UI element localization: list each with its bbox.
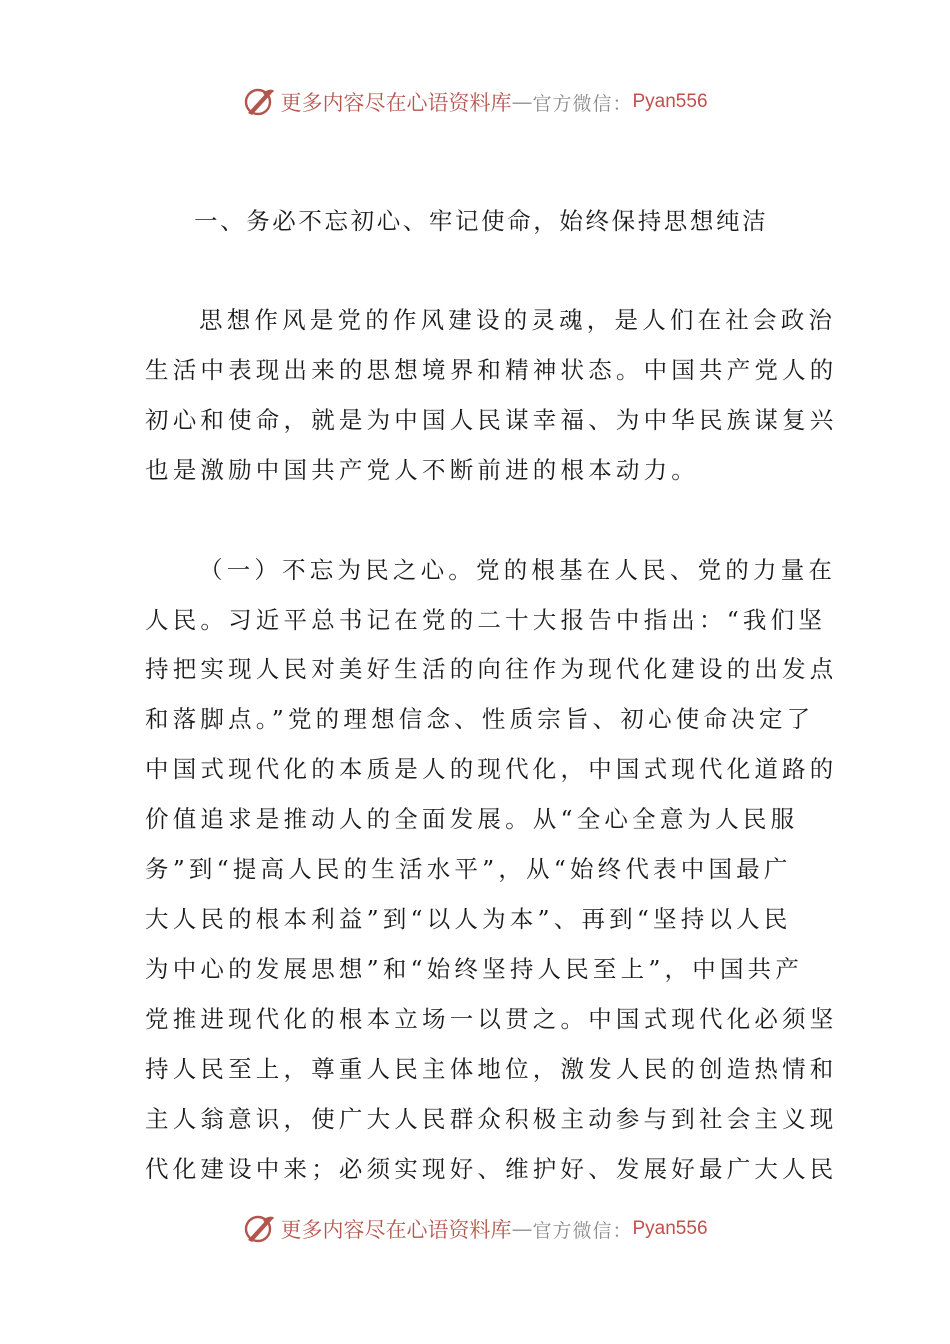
text-line: 思想作风是党的作风建设的灵魂，是人们在社会政治 [199,306,837,334]
watermark-wechat-id: Pyan556 [632,1218,708,1239]
text-line: 持把实现人民对美好生活的向往作为现代化建设的出发点 [145,655,838,684]
document-body [145,196,838,1194]
watermark-wechat-label: 官方微信： [532,1219,633,1242]
quill-logo-icon [242,85,276,119]
quill-logo-icon [242,1212,276,1246]
text-line: 大人民的根本利益”到“以人为本”、再到“坚持以人民 [145,904,792,933]
text-line: 中国式现代化的本质是人的现代化，中国式现代化道路的 [145,755,838,784]
text-line: 和落脚点。”党的理想信念、性质宗旨、初心使命决定了 [145,705,815,734]
text-line: 价值追求是推动人的全面发展。从“全心全意为人民服 [145,805,799,834]
text-line: 代化建设中来；必须实现好、维护好、发展好最广大人民 [145,1154,838,1183]
text-line: 为中心的发展思想”和“始终坚持人民至上”，中国共产 [145,954,804,983]
paragraph-1 [145,296,838,496]
watermark-main-text: 更多内容尽在心语资料库 [280,1218,512,1242]
text-line: 持人民至上，尊重人民主体地位，激发人民的创造热情和 [145,1054,838,1083]
footer-watermark [0,1209,950,1249]
watermark-wechat-id: Pyan556 [632,91,708,112]
text-line: 务”到“提高人民的生活水平”，从“始终代表中国最广 [145,855,792,884]
text-line: 主人翁意识，使广大人民群众积极主动参与到社会主义现 [145,1104,838,1133]
paragraph-2 [145,546,838,1195]
text-line: 党推进现代化的根本立场一以贯之。中国式现代化必须坚 [145,1004,838,1033]
watermark-wechat-label: 官方微信： [532,92,633,115]
text-line: 也是激励中国共产党人不断前进的根本动力。 [145,455,699,484]
text-line: 人民。习近平总书记在党的二十大报告中指出：“我们坚 [145,605,827,634]
watermark-main-text: 更多内容尽在心语资料库 [280,91,512,115]
text-line: 生活中表现出来的思想境界和精神状态。中国共产党人的 [145,355,838,384]
watermark-separator: — [511,90,533,114]
watermark-separator: — [511,1217,533,1241]
header-watermark [0,82,950,122]
text-line: （一）不忘为民之心。党的根基在人民、党的力量在 [199,555,837,584]
text-line: 初心和使命，就是为中国人民谋幸福、为中华民族谋复兴 [145,405,838,434]
section-heading: 一、务必不忘初心、牢记使命，始终保持思想纯洁 [194,207,769,235]
